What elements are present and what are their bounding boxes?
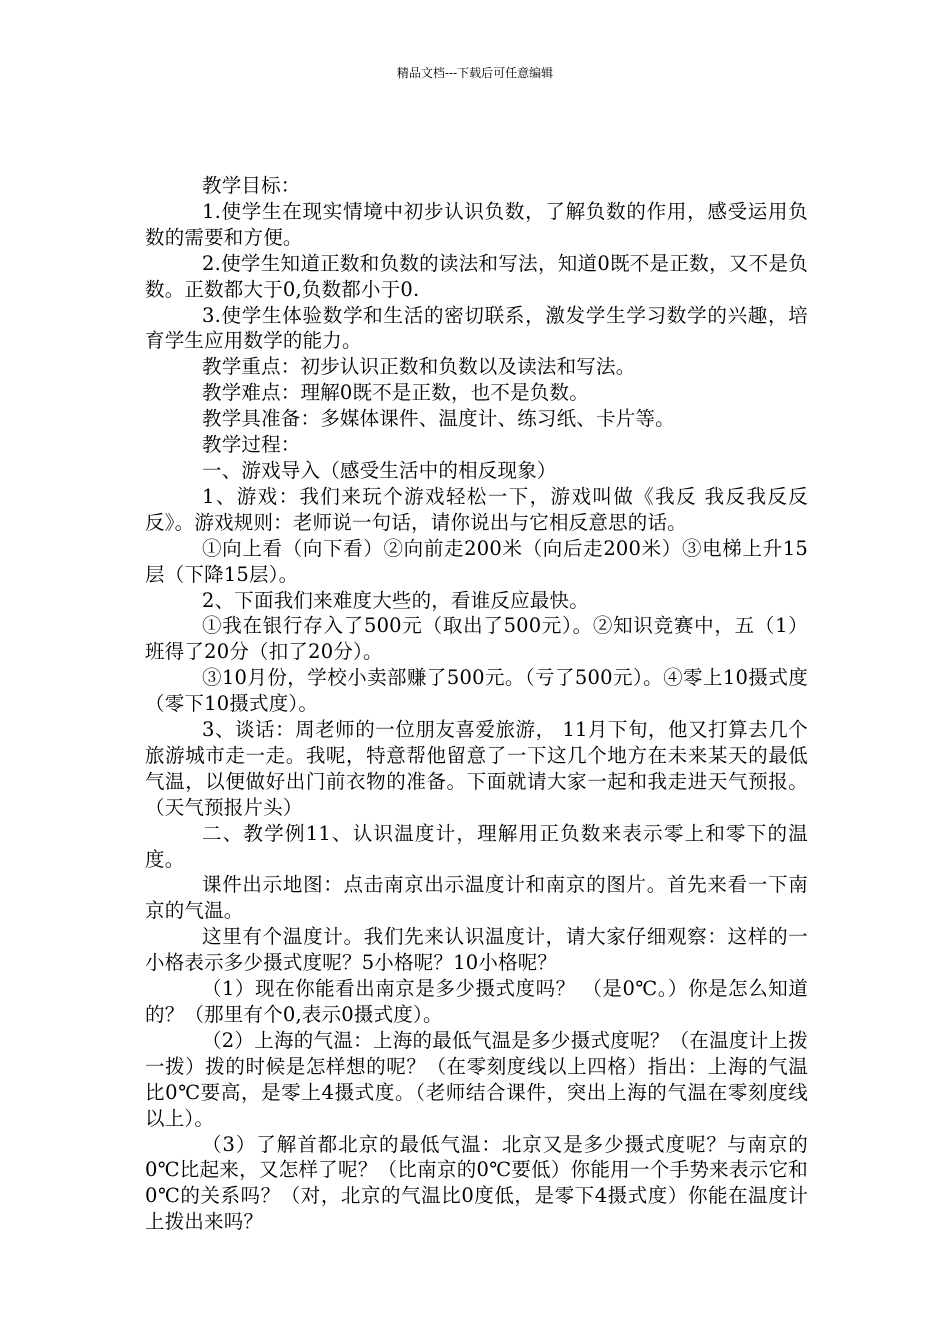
objective-3: 3.使学生体验数学和生活的密切联系，激发学生学习数学的兴趣，培育学生应用数学的能力。 [145, 303, 808, 353]
game-intro: 1、游戏：我们来玩个游戏轻松一下，游戏叫做《我反 我反我反反反》。游戏规则：老师说一句话，请你说出与它相反意思的话。 [145, 484, 808, 534]
section-1-title: 一、游戏导入（感受生活中的相反现象） [202, 458, 557, 482]
heading-process: 教学过程： [202, 433, 301, 457]
beijing-question: （3）了解首都北京的最低气温：北京又是多少摄式度呢？与南京的0℃比起来，又怎样了呢？（比南京的0℃要低）你能用一个手势来表示它和0℃的关系吗？（对，北京的气温比0度低，是零下4摄式度）你能在温度计上拨出来吗？ [145, 1132, 808, 1234]
document-body [145, 173, 808, 1235]
page-header: 精品文档---下载后可任意编辑 [396, 66, 554, 80]
nanjing-question: （1）现在你能看出南京是多少摄式度吗？ （是0℃。）你是怎么知道的？（那里有个0,表示0摄式度）。 [145, 977, 808, 1026]
key-point: 教学重点：初步认识正数和负数以及读法和写法。 [202, 355, 636, 379]
section-2-title: 二、教学例11、认识温度计，理解用正负数来表示零上和零下的温度。 [145, 821, 808, 871]
objective-2: 2.使学生知道正数和负数的读法和写法，知道0既不是正数，又不是负数。正数都大于0,负数都小于0. [145, 251, 808, 301]
shanghai-question: （2）上海的气温：上海的最低气温是多少摄式度呢？（在温度计上拨一拨）拨的时候是怎样想的呢？（在零刻度线以上四格）指出：上海的气温比0℃要高，是零上4摄式度。（老师结合课件，突出上海的气温在零刻度线以上）。 [145, 1028, 808, 1130]
difficult-point: 教学难点：理解0既不是正数，也不是负数。 [202, 381, 589, 405]
talk-paragraph: 3、谈话：周老师的一位朋友喜爱旅游， 11月下旬，他又打算去几个旅游城市走一走。我呢，特意帮他留意了一下这几个地方在未来某天的最低气温，以便做好出门前衣物的准备。下面就请大家一起和我走进天气预报。（天气预报片头） [145, 718, 808, 819]
courseware-map: 课件出示地图：点击南京出示温度计和南京的图片。首先来看一下南京的气温。 [145, 873, 808, 923]
game-step-2: 2、下面我们来难度大些的，看谁反应最快。 [202, 588, 589, 612]
objective-1: 1.使学生在现实情境中初步认识负数，了解负数的作用，感受运用负数的需要和方便。 [145, 199, 808, 249]
game-examples-2: ①我在银行存入了500元（取出了500元）。②知识竞赛中，五（1）班得了20分（扣了20分）。 [145, 614, 808, 664]
materials: 教学具准备：多媒体课件、温度计、练习纸、卡片等。 [202, 407, 675, 431]
heading-objectives: 教学目标： [202, 174, 301, 197]
thermometer-intro: 这里有个温度计。我们先来认识温度计，请大家仔细观察：这样的一小格表示多少摄式度呢？5小格呢？10小格呢？ [145, 925, 808, 975]
game-examples-1: ①向上看（向下看）②向前走200米（向后走200米）③电梯上升15层（下降15层）。 [145, 536, 808, 586]
game-examples-3: ③10月份，学校小卖部赚了500元。（亏了500元）。④零上10摄式度（零下10摄式度）。 [145, 666, 808, 716]
